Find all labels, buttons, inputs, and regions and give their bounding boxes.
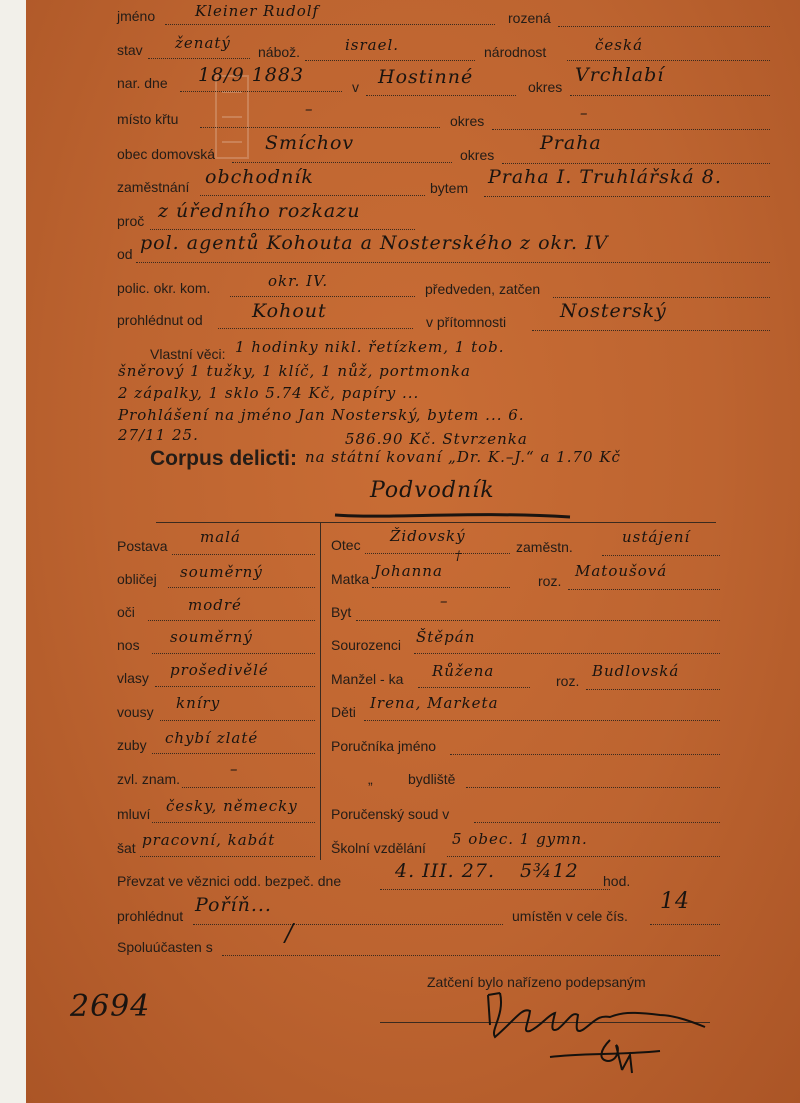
deti-label: Děti xyxy=(331,704,356,720)
sourozenci-label: Sourozenci xyxy=(331,637,402,653)
hod-label: hod. xyxy=(603,873,631,889)
prevzat-line xyxy=(380,889,610,890)
zvl-label: zvl. znam. xyxy=(117,771,181,787)
matka-roz-line xyxy=(568,589,720,590)
skolni-value: 5 obec. 1 gymn. xyxy=(452,830,588,848)
manzel-line xyxy=(418,687,530,688)
prohlednut-od-value: Kohout xyxy=(252,300,327,322)
spoluucasten-value: / xyxy=(285,919,295,947)
oci-value: modré xyxy=(188,596,242,614)
spoluucasten-line xyxy=(222,955,720,956)
zamestnani-line xyxy=(200,195,425,196)
prohlednut-od-line xyxy=(218,328,413,329)
prevzat-label: Převzat ve věznici odd. bezpeč. dne xyxy=(117,873,342,889)
manzel-roz-label: roz. xyxy=(556,673,580,689)
misto-okres-value: – xyxy=(580,104,589,122)
predveden-line xyxy=(553,297,770,298)
otec-label: Otec xyxy=(331,537,361,553)
manzel-roz-value: Budlovská xyxy=(592,662,680,680)
jmeno-value: Kleiner Rudolf xyxy=(195,2,320,20)
veci-line-5: 27/11 25. xyxy=(118,426,199,444)
proc-label: proč xyxy=(117,213,145,229)
oblicej-label: obličej xyxy=(117,571,157,587)
od-line xyxy=(136,262,770,263)
nar-v-label: v xyxy=(352,79,359,95)
postava-line xyxy=(172,554,315,555)
nar-v-line xyxy=(366,95,516,96)
corpus-value: na státní kovaní „Dr. K.–J.“ a 1.70 Kč xyxy=(305,448,621,466)
misto-krtu-line xyxy=(200,127,440,128)
bytem-value: Praha I. Truhlářská 8. xyxy=(488,166,722,188)
nar-okres-label: okres xyxy=(528,79,563,95)
oblicej-line xyxy=(168,587,315,588)
rozena-label: rozená xyxy=(508,10,551,26)
porucnika-label: Poručníka jméno xyxy=(331,738,437,754)
naboz-label: nábož. xyxy=(258,44,301,60)
zvl-line xyxy=(182,787,315,788)
vlasy-label: vlasy xyxy=(117,670,149,686)
podvod-value: Podvodník xyxy=(370,478,495,503)
veci-line-2: šněrový 1 tužky, 1 klíč, 1 nůž, portmonka xyxy=(118,362,471,380)
polic-value: okr. IV. xyxy=(268,272,329,290)
obec-okres-line xyxy=(502,163,770,164)
jmeno-line xyxy=(165,24,495,25)
nar-v-value: Hostinné xyxy=(378,66,474,88)
veci-line-1: 1 hodinky nikl. řetízkem, 1 tob. xyxy=(235,338,505,356)
misto-okres-label: okres xyxy=(450,113,485,129)
otec-value: Židovský xyxy=(390,527,466,545)
sourozenci-value: Štěpán xyxy=(416,628,476,646)
margin-number: 2694 xyxy=(70,989,151,1024)
byt-line xyxy=(356,620,720,621)
obec-line xyxy=(232,162,452,163)
nos-value: souměrný xyxy=(170,628,253,646)
stav-line xyxy=(148,58,250,59)
obec-label: obec domovská xyxy=(117,146,216,162)
zamestnani-label: zaměstnání xyxy=(117,179,190,195)
manzel-roz-line xyxy=(586,689,720,690)
prohlednut2-label: prohlédnut xyxy=(117,908,184,924)
skolni-label: Školní vzdělání xyxy=(331,840,426,856)
table-divider xyxy=(320,522,321,860)
stav-label: stav xyxy=(117,42,143,58)
nar-okres-value: Vrchlabí xyxy=(575,64,665,86)
matka-label: Matka xyxy=(331,571,370,587)
narodnost-label: národnost xyxy=(484,44,547,60)
otec-zamestn-line xyxy=(602,555,720,556)
zvl-value: – xyxy=(230,760,239,778)
v-pritomnosti-value: Nosterský xyxy=(560,300,667,322)
zuby-line xyxy=(152,753,315,754)
table-top-rule xyxy=(156,522,716,523)
nar-dne-value: 18/9 1883 xyxy=(198,64,305,86)
byt-label: Byt xyxy=(331,604,352,620)
porucensky-label: Poručenský soud v xyxy=(331,806,450,822)
proc-line xyxy=(150,229,415,230)
bytem-line xyxy=(484,196,770,197)
sat-label: šat xyxy=(117,840,136,856)
mluvi-label: mluví xyxy=(117,806,151,822)
narodnost-line xyxy=(567,60,770,61)
corpus-label: Corpus delicti: xyxy=(150,447,298,470)
oci-line xyxy=(148,620,315,621)
porucensky-line xyxy=(474,822,720,823)
matka-roz-label: roz. xyxy=(538,573,562,589)
misto-krtu-value: – xyxy=(305,100,314,118)
misto-okres-line xyxy=(492,129,770,130)
byt-value: – xyxy=(440,592,449,610)
rozena-line xyxy=(558,26,770,27)
bydliste-line xyxy=(466,787,720,788)
vlastni-veci-label: Vlastní věci: xyxy=(150,346,226,362)
misto-krtu-label: místo křtu xyxy=(117,111,179,127)
otec-zamestn-label: zaměstn. xyxy=(516,539,573,555)
nos-label: nos xyxy=(117,637,140,653)
otec-zamestn-value: ustájení xyxy=(622,528,691,546)
nar-okres-line xyxy=(570,95,770,96)
signature-scrawl xyxy=(460,985,720,1075)
polic-label: polic. okr. kom. xyxy=(117,280,211,296)
zuby-label: zuby xyxy=(117,737,147,753)
zamestnani-value: obchodník xyxy=(205,166,314,188)
matka-cross: † xyxy=(455,549,463,564)
mluvi-value: česky, německy xyxy=(166,797,298,815)
prevzat-dne-value: 4. III. 27. xyxy=(395,860,495,882)
deti-value: Irena, Marketa xyxy=(370,694,499,712)
vousy-line xyxy=(160,720,315,721)
manzel-value: Růžena xyxy=(432,662,495,680)
bytem-label: bytem xyxy=(430,180,469,196)
stav-value: ženatý xyxy=(175,34,231,52)
veci-line-4: Prohlášení na jméno Jan Nosterský, bytem ... 6. xyxy=(118,406,525,424)
vlasy-line xyxy=(155,686,315,687)
sat-value: pracovní, kabát xyxy=(142,831,276,849)
matka-value: Johanna xyxy=(374,562,443,580)
otec-line xyxy=(365,553,510,554)
predveden-label: předveden, zatčen xyxy=(425,281,541,297)
zuby-value: chybí zlaté xyxy=(165,729,259,747)
nar-dne-line xyxy=(180,91,342,92)
oblicej-value: souměrný xyxy=(180,563,263,581)
skolni-line xyxy=(447,856,720,857)
od-label: od xyxy=(117,246,133,262)
obec-value: Smíchov xyxy=(265,132,355,154)
sat-line xyxy=(140,856,315,857)
spoluucasten-label: Spoluúčasten s xyxy=(117,939,213,955)
od-value: pol. agentů Kohouta a Nosterského z okr. IV xyxy=(140,232,609,254)
v-pritomnosti-label: v přítomnosti xyxy=(426,314,507,330)
prohlednut-od-label: prohlédnut od xyxy=(117,312,203,328)
bydliste-label: bydliště xyxy=(408,771,456,787)
veci-line-6: 586.90 Kč. Stvrzenka xyxy=(345,430,528,448)
nos-line xyxy=(152,653,315,654)
narodnost-value: česká xyxy=(595,36,644,54)
umisten-label: umístěn v cele čís. xyxy=(512,908,628,924)
naboz-line xyxy=(305,60,475,61)
scan-margin xyxy=(0,0,26,1103)
naboz-value: israel. xyxy=(345,36,400,54)
porucnika-line xyxy=(450,754,720,755)
oci-label: oči xyxy=(117,604,135,620)
matka-line xyxy=(372,587,510,588)
jmeno-label: jméno xyxy=(117,8,156,24)
obec-okres-label: okres xyxy=(460,147,495,163)
bydliste-quote: „ xyxy=(368,771,373,787)
obec-okres-value: Praha xyxy=(540,132,602,154)
manzel-label: Manžel - ka xyxy=(331,671,404,687)
matka-roz-value: Matoušová xyxy=(575,562,668,580)
umisten-value: 14 xyxy=(660,889,690,914)
vlasy-value: prošedivělé xyxy=(170,661,269,679)
postava-value: malá xyxy=(200,528,241,546)
prevzat-hod-value: 5¾12 xyxy=(520,860,579,882)
veci-line-3: 2 zápalky, 1 sklo 5.74 Kč, papíry ... xyxy=(118,384,420,402)
proc-value: z úředního rozkazu xyxy=(158,200,361,222)
nar-dne-label: nar. dne xyxy=(117,75,168,91)
vousy-value: kníry xyxy=(176,694,221,712)
v-pritomnosti-line xyxy=(532,330,770,331)
polic-line xyxy=(230,296,415,297)
prohlednut2-value: Poříň... xyxy=(195,894,272,916)
underline-stroke xyxy=(330,505,580,523)
mluvi-line xyxy=(152,822,315,823)
deti-line xyxy=(364,720,720,721)
prohlednut2-line xyxy=(193,924,503,925)
umisten-line xyxy=(650,924,720,925)
vousy-label: vousy xyxy=(117,704,154,720)
sourozenci-line xyxy=(414,653,720,654)
postava-label: Postava xyxy=(117,538,168,554)
zatceni-label: Zatčení bylo nařízeno podepsaným xyxy=(427,974,646,990)
